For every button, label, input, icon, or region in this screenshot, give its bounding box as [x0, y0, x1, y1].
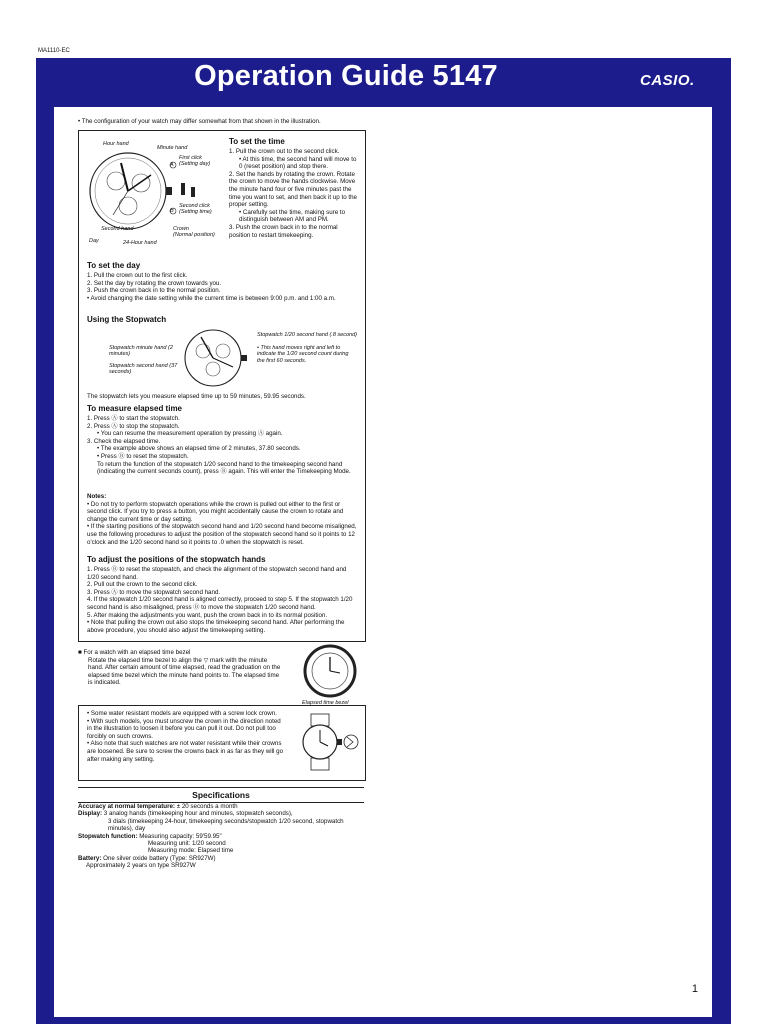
- set-time-step: • At this time, the second hand will move to 0 (reset position) and stop there.: [239, 155, 357, 171]
- page-content: [54, 107, 712, 1017]
- screw-lock-box: [78, 705, 366, 781]
- instructions-box: [78, 130, 366, 642]
- set-day-section: [87, 261, 357, 302]
- stopwatch-title: Using the Stopwatch: [87, 315, 167, 324]
- set-time-step: • Carefully set the time, making sure to distinguish between AM and PM.: [239, 208, 346, 224]
- header-bar: [36, 58, 731, 100]
- label-sw-120: Stopwatch 1/20 second hand (.8 second): [257, 332, 357, 338]
- brand-logo: CASIO.: [640, 72, 695, 89]
- label-sw-120-note: • This hand moves right and left to indicate the 1/20 second count during the first 60 seconds.: [257, 345, 349, 364]
- adjust-section: [87, 555, 357, 634]
- set-day-step: 1. Pull the crown out to the first click.: [87, 272, 188, 279]
- adjust-step: 3. Press Ⓐ to move the stopwatch second hand.: [87, 588, 221, 596]
- spec-label: Stopwatch function:: [78, 832, 138, 840]
- set-day-step: 2. Set the day by rotating the crown towards you.: [87, 279, 222, 287]
- label-day: Day: [89, 238, 99, 244]
- specs-title: Specifications: [78, 787, 364, 803]
- note-item: • If the starting positions of the stopwatch second hand and 1/20 second hand become misaligned, use the following procedures to adjust the position of the stopwatch second hand so it points to 12 o'clock and the 1/20 second hand so it points to .0 when the stopwatch is reset.: [87, 523, 357, 546]
- label-sw-second: Stopwatch second hand (37 seconds): [109, 363, 178, 376]
- label-sw-minute: Stopwatch minute hand (2 minutes): [109, 345, 173, 358]
- measure-step: 3. Check the elapsed time.: [87, 437, 161, 445]
- set-day-step: • Avoid changing the date setting while the current time is between 9:00 p.m. and 1:00 a.m.: [87, 294, 336, 302]
- label-second-hand: Second hand: [101, 226, 134, 232]
- measure-step: 2. Press Ⓐ to stop the stopwatch.: [87, 422, 180, 430]
- spec-value: ± 20 seconds a month: [174, 803, 238, 810]
- label-second-click: Second click (Setting time): [179, 203, 212, 216]
- stopwatch-illustration: [183, 327, 255, 389]
- label-first-click: First click (Setting day): [179, 155, 211, 168]
- label-hour-hand: Hour hand: [103, 141, 129, 147]
- adjust-step: 1. Press Ⓑ to reset the stopwatch, and check the alignment of the stopwatch second hand and 1/20 second hand.: [87, 566, 347, 581]
- document-code: MA1110-EC: [38, 48, 70, 54]
- measure-step: • Press Ⓑ to reset the stopwatch.: [97, 452, 189, 460]
- screw-lock-watch-illustration: [297, 712, 361, 772]
- stopwatch-description: The stopwatch lets you measure elapsed time up to 59 minutes, 59.95 seconds.: [87, 393, 306, 400]
- label-minute-hand: Minute hand: [157, 145, 188, 151]
- measure-step: • You can resume the measurement operation by pressing Ⓐ again.: [97, 430, 283, 438]
- spec-label: Accuracy at normal temperature:: [78, 803, 175, 810]
- screw-lock-item: • With such models, you must unscrew the crown in the direction noted in the illustration to loosen it before you can pull it out. Do not pull too forcibly on such crowns.: [87, 717, 281, 740]
- spec-value: 3 dials (timekeeping 24-hour, timekeeping seconds/stopwatch 1/20 second, stopwatch minutes), day: [108, 817, 344, 833]
- adjust-step: 4. If the stopwatch 1/20 second hand is aligned correctly, proceed to step 5. If the stopwatch 1/20 second hand is also misaligned, press Ⓑ to move the stopwatch 1/20 second hand.: [87, 596, 353, 611]
- set-time-step: 1. Pull the crown out to the second click.: [229, 148, 340, 155]
- measure-step: 1. Press Ⓐ to start the stopwatch.: [87, 415, 180, 422]
- spec-label: Battery:: [78, 854, 102, 862]
- button-a-label: A: [170, 162, 174, 168]
- spec-value: Approximately 2 years on type SR927W: [86, 862, 196, 870]
- notes-title: Notes:: [87, 493, 107, 500]
- measure-step: To return the function of the stopwatch 1/20 second hand to the timekeeping second hand (indicating the current seconds count), press Ⓑ again. This will enter the Timekeeping Mode.: [97, 460, 351, 476]
- note-item: • Do not try to perform stopwatch operations while the crown is pulled out either to the first or second click. If you try to press a button, you might accidentally cause the crown to rotate and change the current time or day setting.: [87, 500, 344, 523]
- spec-value: 3 analog hands (timekeeping hour and minutes, stopwatch seconds),: [102, 810, 293, 818]
- bezel-section: [78, 649, 284, 687]
- set-time-title: To set the time: [229, 137, 285, 146]
- page-title: Operation Guide 5147: [194, 60, 498, 92]
- screw-lock-item: • Also note that such watches are not water resistant while their crowns are loosened. Be sure to screw the crowns back in as far as they will go after making any setting.: [87, 740, 284, 763]
- specs-section: [78, 803, 368, 870]
- intro-note: • The configuration of your watch may differ somewhat from that shown in the illustration.: [78, 118, 321, 125]
- label-24hour-hand: 24-Hour hand: [123, 240, 157, 246]
- adjust-step: 5. After making the adjustments you want, push the crown back in to its normal position.: [87, 611, 328, 619]
- set-day-title: To set the day: [87, 261, 141, 270]
- adjust-step: • Note that pulling the crown out also stops the timekeeping second hand. After performing the above procedure, you should also adjust the timekeeping setting.: [87, 619, 345, 634]
- spec-value: One silver oxide battery (Type: SR927W): [101, 854, 216, 862]
- label-crown: Crown (Normal position): [173, 226, 215, 239]
- bezel-watch-illustration: [302, 643, 358, 699]
- bezel-caption: Elapsed time bezel: [302, 700, 349, 706]
- set-time-step: 2. Set the hands by rotating the crown. Rotate the crown to move the hands clockwise. Move the minute hand four or five minutes past the time you want to set, and then back it up to the proper setting.: [229, 170, 357, 209]
- spec-value: Measuring unit: 1/20 second: [148, 840, 226, 848]
- button-b-label: B: [170, 208, 174, 214]
- bezel-text: Rotate the elapsed time bezel to align the ▽ mark with the minute hand. After certain amount of time elapsed, read the graduation on the elapsed time bezel which the minute hand points to. The elapsed time is indicated.: [88, 656, 281, 687]
- measure-step: • The example above shows an elapsed time of 2 minutes, 37.80 seconds.: [97, 445, 301, 453]
- spec-value: Measuring capacity: 59'59.95": [137, 832, 222, 840]
- set-time-step: 3. Push the crown back in to the normal position to restart timekeeping.: [229, 223, 338, 239]
- spec-label: Display:: [78, 810, 103, 818]
- set-time-section: [229, 137, 359, 239]
- page-number: 1: [691, 983, 698, 995]
- adjust-title: To adjust the positions of the stopwatch hands: [87, 555, 266, 564]
- notes-section: [87, 493, 357, 546]
- screw-lock-item: • Some water resistant models are equipped with a screw lock crown.: [87, 710, 277, 717]
- measure-section: [87, 404, 357, 476]
- spec-value: Measuring mode: Elapsed time: [148, 847, 234, 855]
- set-day-step: 3. Push the crown back in to the normal position.: [87, 287, 221, 295]
- adjust-step: 2. Pull out the crown to the second click.: [87, 581, 198, 589]
- measure-title: To measure elapsed time: [87, 404, 182, 413]
- bezel-heading: ■ For a watch with an elapsed time bezel: [78, 649, 191, 656]
